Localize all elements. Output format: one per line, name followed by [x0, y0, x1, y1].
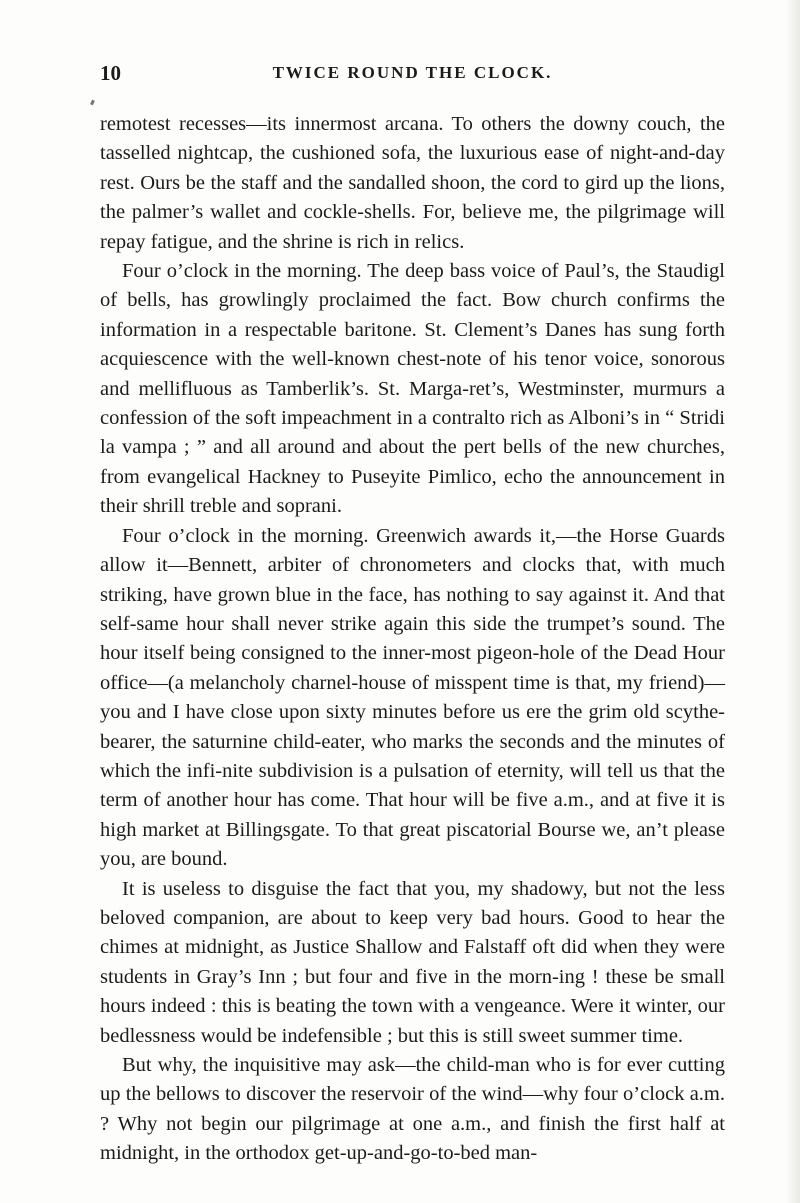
- running-title: TWICE ROUND THE CLOCK.: [272, 63, 553, 82]
- page-edge-shadow: [786, 0, 800, 1203]
- paragraph-greenwich: Four o’clock in the morning. Greenwich awards it,—the Horse Guards allow it—Bennett, arbiter of chronometers and clocks that, with much striking, have grown blue in the face, has nothing to say against it. And that self-same hour shall never strike again this side the trumpet’s sound. The hour itself being consigned to the inner-most pigeon-hole of the Dead Hour office—(a melancholy charnel-house of misspent time is that, my friend)—you and I have close upon sixty minutes before us ere the grim old scythe-bearer, the saturnine child-eater, who marks the seconds and the minutes of which the infi-nite subdivision is a pulsation of eternity, will tell us that the term of another hour has come. That hour will be five a.m., and at five it is high market at Billingsgate. To that great piscatorial Bourse we, an’t please you, are bound.: [100, 524, 725, 871]
- print-speck: [90, 100, 95, 106]
- body-text: [100, 110, 725, 1169]
- paragraph-why-four: But why, the inquisitive may ask—the child-man who is for ever cutting up the bellows to discover the reservoir of the wind—why four o’clock a.m. ? Why not begin our pilgrimage at one a.m., and finish the first half at midnight, in the orthodox get-up-and-go-to-bed man-: [100, 1054, 725, 1165]
- page-header: [100, 55, 725, 85]
- paragraph-continuation: remotest recesses—its innermost arcana. To others the downy couch, the tasselled nightcap, the cushioned sofa, the luxurious ease of night-and-day rest. Ours be the staff and the sandalled shoon, the cord to gird up the lions, the palmer’s wallet and cockle-shells. For, believe me, the pilgrimage will repay fatigue, and the shrine is rich in relics.: [100, 113, 725, 253]
- paragraph-bad-hours: It is useless to disguise the fact that you, my shadowy, but not the less beloved companion, are about to keep very bad hours. Good to hear the chimes at midnight, as Justice Shallow and Falstaff oft did when they were students in Gray’s Inn ; but four and five in the morn-ing ! these be small hours indeed : this is beating the town with a vengeance. Were it winter, our bedlessness would be indefensible ; but this is still sweet summer time.: [100, 877, 725, 1047]
- paragraph-bells: Four o’clock in the morning. The deep bass voice of Paul’s, the Staudigl of bells, has growlingly proclaimed the fact. Bow church confirms the information in a respectable baritone. St. Clement’s Danes has sung forth acquiescence with the well-known chest-note of his tenor voice, sonorous and mellifluous as Tamberlik’s. St. Marga-ret’s, Westminster, murmurs a confession of the soft impeachment in a contralto rich as Alboni’s in “ Stridi la vampa ; ” and all around and about the pert bells of the new churches, from evangelical Hackney to Puseyite Pimlico, echo the announcement in their shrill treble and soprani.: [100, 260, 725, 518]
- page-number: 10: [100, 61, 121, 85]
